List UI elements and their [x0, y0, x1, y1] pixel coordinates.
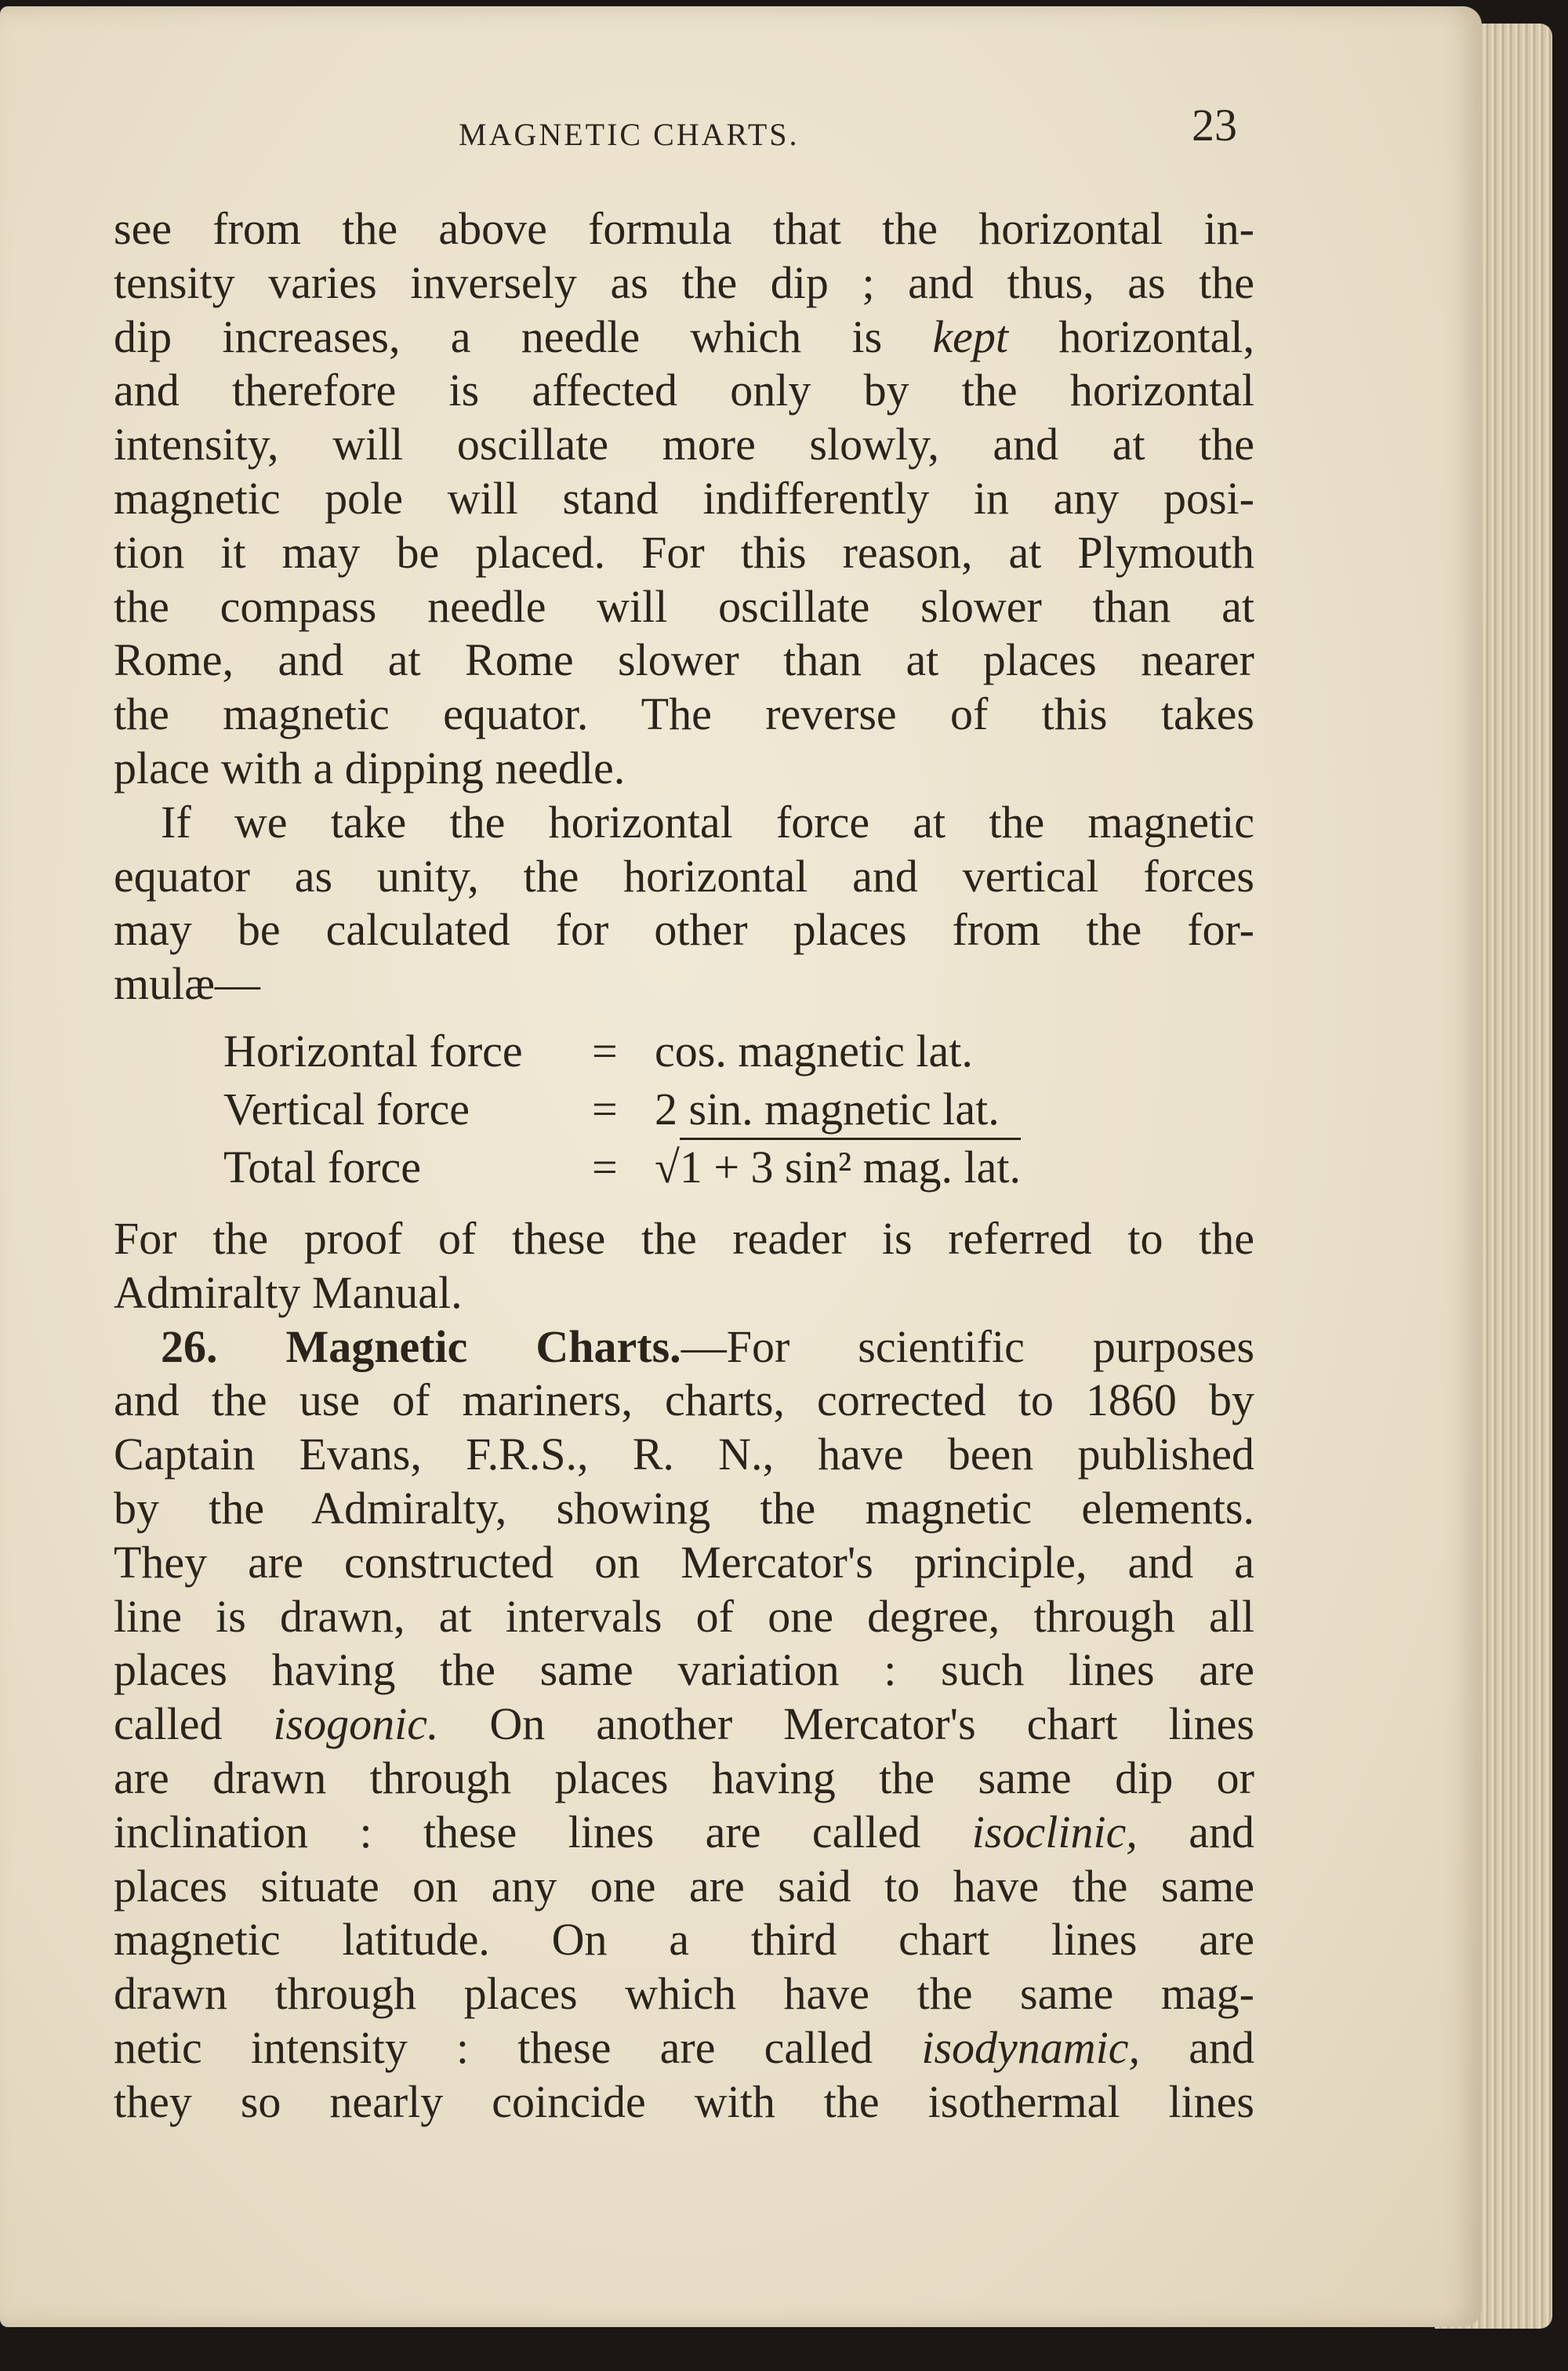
equals-sign: =	[592, 1141, 618, 1193]
text-line: mulæ—	[114, 958, 260, 1010]
text-line: intensity, will oscillate more slowly, and at the	[114, 419, 1254, 470]
text-line: place with a dipping needle.	[114, 742, 626, 793]
equals-sign: =	[592, 1083, 618, 1135]
text-line: For the proof of these the reader is referred to the	[114, 1212, 1254, 1264]
text-line: Rome, and at Rome slower than at places nearer	[114, 634, 1254, 686]
text-span: —For scientific purposes	[681, 1320, 1255, 1372]
formula-expression: cos. magnetic lat.	[655, 1025, 973, 1077]
text-span: and	[1137, 1806, 1254, 1857]
text-line	[114, 310, 1254, 365]
formula-label: Vertical force	[223, 1083, 470, 1135]
text-line: and the use of mariners, charts, corrected to 1860 by	[114, 1374, 1254, 1426]
text-span: netic intensity : these are called	[114, 2021, 922, 2073]
text-line: are drawn through places having the same dip or	[114, 1752, 1254, 1803]
text-line: by the Admiralty, showing the magnetic elements.	[114, 1482, 1254, 1534]
text-line: may be calculated for other places from the for-	[114, 904, 1254, 956]
text-line: If we take the horizontal force at the magnetic	[161, 796, 1254, 848]
text-span: On another Mercator's chart lines	[438, 1698, 1254, 1750]
text-line: magnetic latitude. On a third chart lines are	[114, 1914, 1254, 1966]
italic-term: isoclinic,	[971, 1806, 1138, 1857]
text-line: tensity varies inversely as the dip ; and thus, as the	[114, 256, 1254, 308]
running-title: MAGNETIC CHARTS.	[459, 117, 800, 152]
formula-label: Total force	[223, 1141, 421, 1193]
formula-label: Horizontal force	[223, 1025, 523, 1077]
text-span: called	[114, 1698, 274, 1750]
text-line: Admiralty Manual.	[114, 1266, 463, 1318]
text-line: They are constructed on Mercator's principle, and a	[114, 1536, 1254, 1588]
text-span: inclination : these lines are called	[114, 1806, 972, 1857]
text-line: they so nearly coincide with the isothermal lines	[114, 2075, 1254, 2127]
text-line	[114, 1697, 1254, 1752]
text-span: and	[1140, 2021, 1254, 2073]
section-number: 26.	[161, 1320, 218, 1372]
text-line: places situate on any one are said to have the same	[114, 1860, 1254, 1912]
italic-term: isogonic.	[273, 1698, 439, 1750]
formula-total-force	[223, 1138, 1254, 1196]
formula-vertical-force	[223, 1080, 1254, 1138]
text-line	[114, 1806, 1254, 1860]
text-line	[114, 2021, 1254, 2075]
page-number: 23	[1192, 100, 1237, 151]
text-line: tion it may be placed. For this reason, at Plymouth	[114, 526, 1254, 578]
text-line: magnetic pole will stand indifferently in any posi-	[114, 472, 1254, 524]
formula-block	[114, 1022, 1254, 1196]
equals-sign: =	[592, 1025, 618, 1077]
paragraph-1	[114, 202, 1254, 796]
text-line: the magnetic equator. The reverse of this takes	[114, 688, 1254, 740]
sqrt-sign: √	[655, 1141, 680, 1193]
book-page	[0, 6, 1482, 2327]
text-line: the compass needle will oscillate slower than at	[114, 580, 1254, 632]
text-line: line is drawn, at intervals of one degree, through all	[114, 1590, 1254, 1642]
italic-term: isodynamic,	[921, 2021, 1141, 2073]
text-span: dip increases, a needle which is	[114, 310, 933, 362]
page-header	[0, 99, 1482, 162]
text-span: horizontal,	[1008, 310, 1254, 362]
paragraph-3	[114, 1212, 1254, 1320]
text-line: Captain Evans, F.R.S., R. N., have been published	[114, 1429, 1254, 1480]
paragraph-2	[114, 796, 1254, 1011]
text-line: equator as unity, the horizontal and vertical forces	[114, 850, 1254, 902]
formula-horizontal-force	[223, 1022, 1254, 1080]
body-text	[114, 202, 1254, 2130]
formula-expression: 2 sin. magnetic lat.	[655, 1083, 1000, 1135]
text-line: drawn through places which have the same mag-	[114, 1968, 1254, 2020]
text-line: see from the above formula that the horizontal in-	[114, 203, 1254, 254]
text-line: places having the same variation : such lines are	[114, 1644, 1254, 1696]
section-heading-line	[114, 1320, 1254, 1374]
text-line: and therefore is affected only by the horizontal	[114, 365, 1254, 416]
formula-expression: 1 + 3 sin² mag. lat.	[680, 1138, 1021, 1193]
section-26	[114, 1320, 1254, 2130]
italic-term: kept	[932, 310, 1009, 362]
section-title: Magnetic Charts.	[285, 1320, 681, 1372]
